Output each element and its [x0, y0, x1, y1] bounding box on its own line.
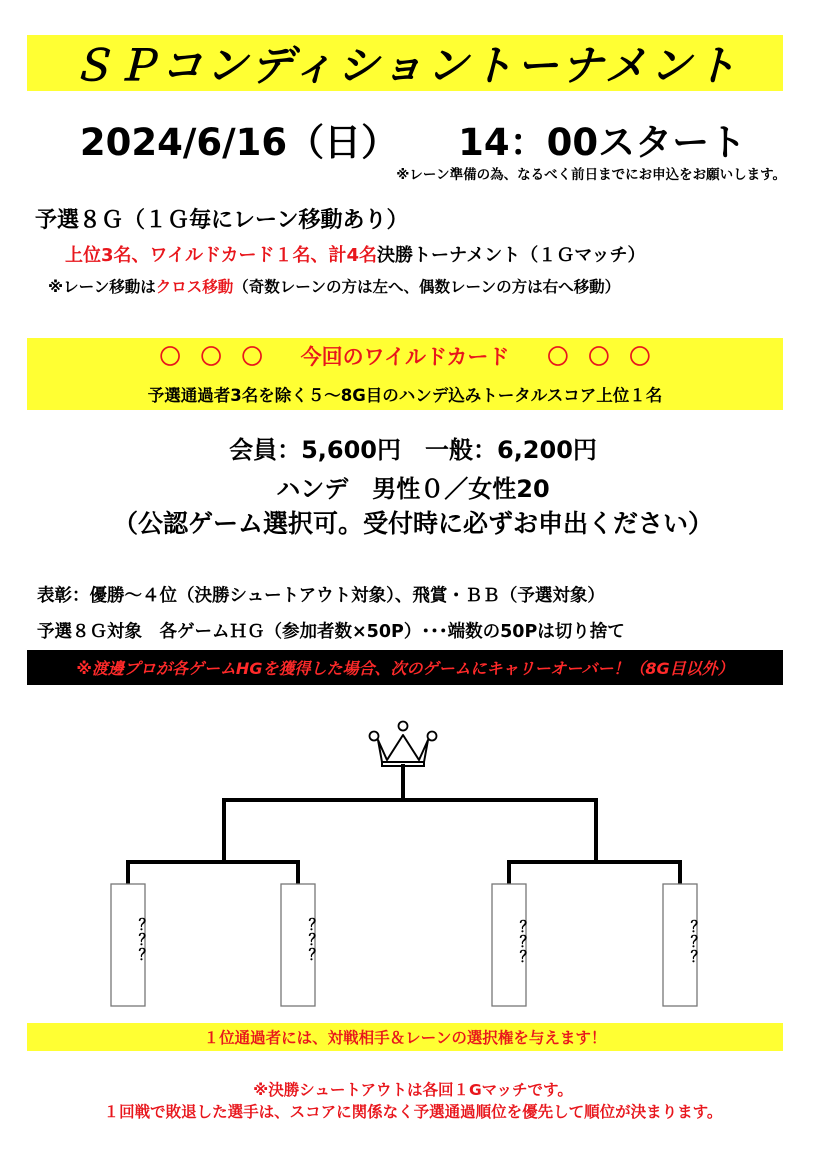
- circle-mark: 〇: [588, 345, 610, 369]
- handicap-info: ハンデ 男性０／女性20: [276, 475, 550, 503]
- shootout-note: ※決勝シュートアウトは各回１Gマッチです。: [253, 1081, 573, 1099]
- circle-mark: 〇: [159, 345, 181, 369]
- bracket-lines: [128, 766, 680, 885]
- reservation-note: ※レーン準備の為、なるべく前日までにお申込をお願いします。: [396, 167, 786, 183]
- qualifier-title: 予選８Ｇ（１Ｇ毎にレーン移動あり）: [35, 208, 409, 233]
- finals-info: [65, 241, 646, 267]
- event-datetime: [0, 112, 826, 166]
- event-start-time: 14：00スタート: [458, 121, 747, 164]
- wildcard-heading-text: 今回のワイルドカード: [300, 345, 510, 369]
- wildcard-heading: [27, 341, 783, 371]
- circle-mark: 〇: [629, 345, 651, 369]
- entry-fees: 会員：5,600円 一般：6,200円: [229, 436, 597, 464]
- first-place-text: １位通過者には、対戦相手＆レーンの選択権を与えます！: [203, 1029, 607, 1047]
- ranking-note: １回戦で敗退した選手は、スコアに関係なく予選通過順位を優先して順位が決まります。: [103, 1103, 723, 1121]
- lane-move-prefix: ※レーン移動は: [48, 278, 156, 296]
- player-slot: [663, 884, 697, 1006]
- player-slot-label: ？？？: [510, 920, 528, 965]
- lane-move-detail: （奇数レーンの方は左へ、偶数レーンの方は右へ移動）: [233, 278, 621, 296]
- pro-carryover-text: ※渡邊プロが各ゲームHGを獲得した場合、次のゲームにキャリーオーバー！（8G目以外）: [76, 659, 734, 678]
- player-slot-label: ？？？: [129, 918, 147, 963]
- awards-info: 表彰：優勝～４位（決勝シュートアウト対象）、飛賞・ＢＢ（予選対象）: [37, 586, 605, 606]
- lane-move-info: [48, 275, 620, 297]
- player-slot: [281, 884, 315, 1006]
- crown-icon: [370, 722, 437, 767]
- pro-carryover-banner: [27, 650, 783, 685]
- page-title: ＳＰコンディショントーナメント: [70, 41, 740, 90]
- first-place-banner: [27, 1023, 783, 1051]
- certified-game-note: （公認ゲーム選択可。受付時に必ずお申出ください）: [112, 509, 713, 538]
- circle-mark: 〇: [547, 345, 569, 369]
- circle-mark: 〇: [241, 345, 263, 369]
- player-slot: [492, 884, 526, 1006]
- event-date: 2024/6/16（日）: [79, 121, 399, 164]
- circle-mark: 〇: [200, 345, 222, 369]
- player-slot: [111, 884, 145, 1006]
- finals-qualifiers: 上位3名、ワイルドカード１名、計4名: [65, 245, 377, 266]
- finals-format: 決勝トーナメント（１Ｇマッチ）: [376, 245, 646, 266]
- wildcard-description: 予選通過者3名を除く５～8G目のハンデ込みトータルスコア上位１名: [147, 386, 663, 405]
- lane-move-type: クロス移動: [155, 278, 234, 296]
- title-banner: [27, 35, 783, 91]
- player-slot-label: ？？？: [681, 920, 699, 965]
- tournament-bracket: [0, 700, 826, 1030]
- high-game-prize-info: 予選８Ｇ対象 各ゲームＨＧ（参加者数×50P）･･･端数の50Pは切り捨て: [37, 622, 625, 642]
- player-slot-label: ？？？: [299, 918, 317, 963]
